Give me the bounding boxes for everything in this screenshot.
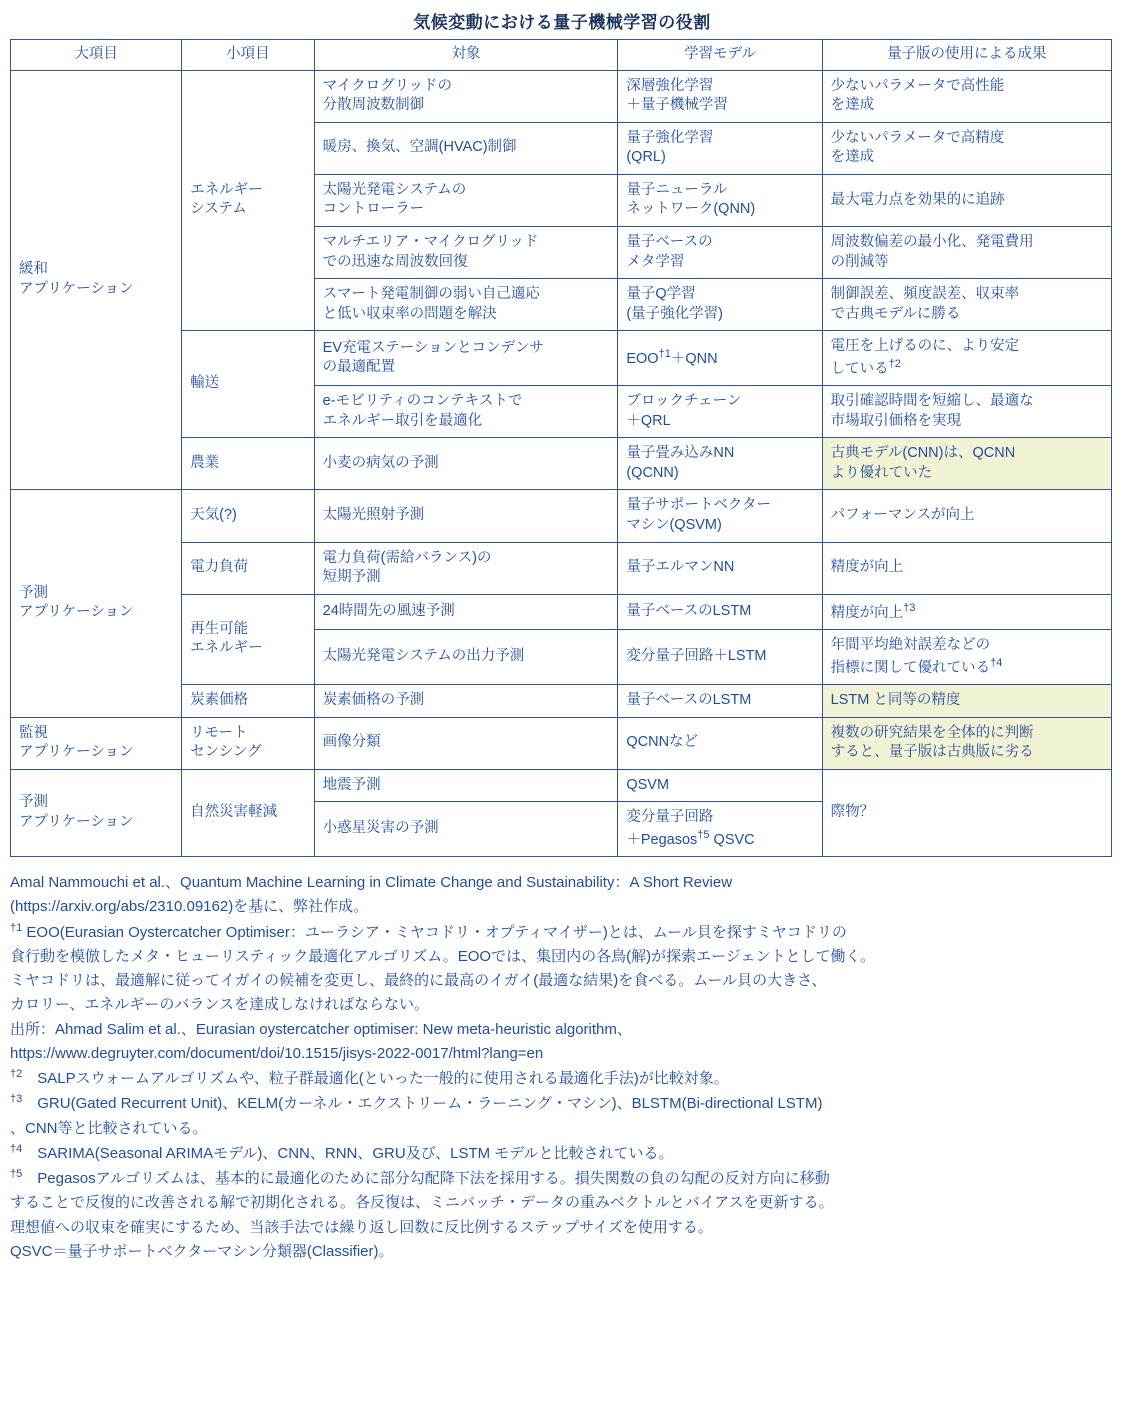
cell-result: 精度が向上$^{\dagger 3}$ — [822, 594, 1111, 629]
footnote-line: 、CNN等と比較されている。 — [10, 1119, 208, 1137]
col-header-model: 学習モデル — [618, 40, 822, 71]
cell-target: 電力負荷(需給バランス)の 短期予測 — [314, 542, 618, 594]
footnote-line: ミヤコドリは、最適解に従ってイガイの候補を変更し、最終的に最高のイガイ(最適な結果)を食べる。ムール貝の大きさ、 — [10, 972, 827, 990]
table-body — [11, 70, 1112, 857]
cell-model: QSVM — [618, 769, 822, 802]
cell-target: 太陽光照射予測 — [314, 490, 618, 542]
col-header-target: 対象 — [314, 40, 618, 71]
footnote-line: $^{\dagger 1}$ EOO(Eurasian Oystercatcher Optimiser：ユーラシア・ミヤコドリ・オプティマイザー)とは、ムール貝を探すミヤコドリの — [10, 921, 847, 941]
table-row — [11, 717, 1112, 769]
footnote-line: Amal Nammouchi et al.、Quantum Machine Learning in Climate Change and Sustainability：A Short Review — [10, 874, 733, 892]
cell-result: 複数の研究結果を全体的に判断 すると、量子版は古典版に劣る — [822, 717, 1111, 769]
cell-model: 量子ニューラル ネットワーク(QNN) — [618, 174, 822, 226]
cell-target: マイクログリッドの 分散周波数制御 — [314, 70, 618, 122]
cell-target: 小麦の病気の予測 — [314, 438, 618, 490]
cell-result: 制御誤差、頻度誤差、収束率 で古典モデルに勝る — [822, 279, 1111, 331]
cell-model: 量子畳み込みNN (QCNN) — [618, 438, 822, 490]
qml-climate-table — [10, 39, 1112, 857]
cell-result: 際物？ — [822, 769, 1111, 857]
cell-model: $EOO^{\dagger 1}+QNN$ — [618, 331, 822, 386]
cell-result: パフォーマンスが向上 — [822, 490, 1111, 542]
header-row — [11, 40, 1112, 71]
cell-model: 量子ベースの メタ学習 — [618, 226, 822, 278]
cell-target: 太陽光発電システムの出力予測 — [314, 630, 618, 685]
cell-subcategory: 輸送 — [182, 331, 315, 438]
table-row — [11, 70, 1112, 122]
cell-target: e-モビリティのコンテキストで エネルギー取引を最適化 — [314, 386, 618, 438]
cell-target: 24時間先の風速予測 — [314, 594, 618, 629]
cell-result: LSTM と同等の精度 — [822, 684, 1111, 717]
footnote-line: 理想値への収束を確実にするため、当該手法では繰り返し回数に反比例するステップサイズを使用する。 — [10, 1218, 713, 1236]
cell-subcategory: 再生可能 エネルギー — [182, 594, 315, 684]
cell-category: 予測 アプリケーション — [11, 490, 182, 717]
cell-category: 緩和 アプリケーション — [11, 70, 182, 490]
col-header-category: 大項目 — [11, 40, 182, 71]
footnote-line: (https://arxiv.org/abs/2310.09162)を基に、弊社作成。 — [10, 898, 369, 916]
cell-target: EV充電ステーションとコンデンサ の最適配置 — [314, 331, 618, 386]
cell-target: 暖房、換気、空調(HVAC)制御 — [314, 122, 618, 174]
footnote-line: $^{\dagger 3}$ GRU(Gated Recurrent Unit)、KELM(カーネル・エクストリーム・ラーニング・マシン)、BLSTM(Bi-directional LSTM) — [10, 1093, 823, 1113]
footnotes — [10, 871, 1114, 1263]
col-header-result: 量子版の使用による成果 — [822, 40, 1111, 71]
cell-result: 年間平均絶対誤差などの 指標に関して優れている$^{\dagger 4}$ — [822, 630, 1111, 685]
cell-result: 少ないパラメータで高性能 を達成 — [822, 70, 1111, 122]
footnote-line: $^{\dagger 5}$ Pegasosアルゴリズムは、基本的に最適化のために部分勾配降下法を採用する。損失関数の負の勾配の反対方向に移動 — [10, 1168, 830, 1188]
cell-model: 深層強化学習 ＋量子機械学習 — [618, 70, 822, 122]
footnote-line: QSVC＝量子サポートベクターマシン分類器(Classifier)。 — [10, 1242, 394, 1260]
cell-target: 小惑星災害の予測 — [314, 802, 618, 857]
footnote-line: 出所：Ahmad Salim et al.、Eurasian oystercatcher optimiser: New meta-heuristic algorithm、 — [10, 1020, 632, 1038]
footnote-line: カロリー、エネルギーのバランスを達成しなければならない。 — [10, 996, 429, 1014]
cell-target: 画像分類 — [314, 717, 618, 769]
cell-target: 太陽光発電システムの コントローラー — [314, 174, 618, 226]
cell-model: 変分量子回路＋LSTM — [618, 630, 822, 685]
cell-model: 量子エルマンNN — [618, 542, 822, 594]
cell-subcategory: 天気(?) — [182, 490, 315, 542]
cell-subcategory: 電力負荷 — [182, 542, 315, 594]
cell-subcategory: リモート センシング — [182, 717, 315, 769]
cell-model: 量子ベースのLSTM — [618, 684, 822, 717]
footnote-line: $^{\dagger 4}$ SARIMA(Seasonal ARIMAモデル)、CNN、RNN、GRU及び、LSTM モデルと比較されている。 — [10, 1142, 674, 1162]
cell-model: 量子強化学習 (QRL) — [618, 122, 822, 174]
cell-model: 量子サポートベクター マシン(QSVM) — [618, 490, 822, 542]
cell-model: 量子ベースのLSTM — [618, 594, 822, 629]
table-row — [11, 769, 1112, 802]
cell-result: 取引確認時間を短縮し、最適な 市場取引価格を実現 — [822, 386, 1111, 438]
cell-model: 量子Q学習 (量子強化学習) — [618, 279, 822, 331]
cell-category: 予測 アプリケーション — [11, 769, 182, 857]
cell-category: 監視 アプリケーション — [11, 717, 182, 769]
cell-result: 最大電力点を効果的に追跡 — [822, 174, 1111, 226]
cell-result: 電圧を上げるのに、より安定 している$^{\dagger 2}$ — [822, 331, 1111, 386]
cell-result: 少ないパラメータで高精度 を達成 — [822, 122, 1111, 174]
footnote-line: することで反復的に改善される解で初期化される。各反復は、ミニバッチ・データの重みベクトルとバイアスを更新する。 — [10, 1194, 834, 1212]
cell-subcategory: 農業 — [182, 438, 315, 490]
cell-target: 地震予測 — [314, 769, 618, 802]
table-row — [11, 490, 1112, 542]
cell-result: 古典モデル(CNN)は、QCNN より優れていた — [822, 438, 1111, 490]
cell-target: 炭素価格の予測 — [314, 684, 618, 717]
footnote-line: $^{\dagger 2}$ SALPスウォームアルゴリズムや、粒子群最適化(といった一般的に使用される最適化手法)が比較対象。 — [10, 1068, 729, 1088]
cell-model: 変分量子回路 ＋Pegasos$^{\dagger 5}$ QSVC — [618, 802, 822, 857]
cell-subcategory: エネルギー システム — [182, 70, 315, 331]
col-header-subcategory: 小項目 — [182, 40, 315, 71]
footnote-line[interactable]: https://www.degruyter.com/document/doi/10.1515/jisys-2022-0017/html?lang=en — [10, 1044, 544, 1062]
cell-target: マルチエリア・マイクログリッド での迅速な周波数回復 — [314, 226, 618, 278]
cell-subcategory: 自然災害軽減 — [182, 769, 315, 857]
cell-model: ブロックチェーン ＋QRL — [618, 386, 822, 438]
cell-result: 周波数偏差の最小化、発電費用 の削減等 — [822, 226, 1111, 278]
cell-subcategory: 炭素価格 — [182, 684, 315, 717]
cell-model: QCNNなど — [618, 717, 822, 769]
footnote-line: 食行動を模倣したメタ・ヒューリスティック最適化アルゴリズム。EOOでは、集団内の各鳥(解)が探索エージェントとして働く。 — [10, 947, 876, 965]
table-header — [11, 40, 1112, 71]
page-title: 気候変動における量子機械学習の役割 — [413, 13, 711, 32]
cell-result: 精度が向上 — [822, 542, 1111, 594]
cell-target: スマート発電制御の弱い自己適応 と低い収束率の問題を解決 — [314, 279, 618, 331]
